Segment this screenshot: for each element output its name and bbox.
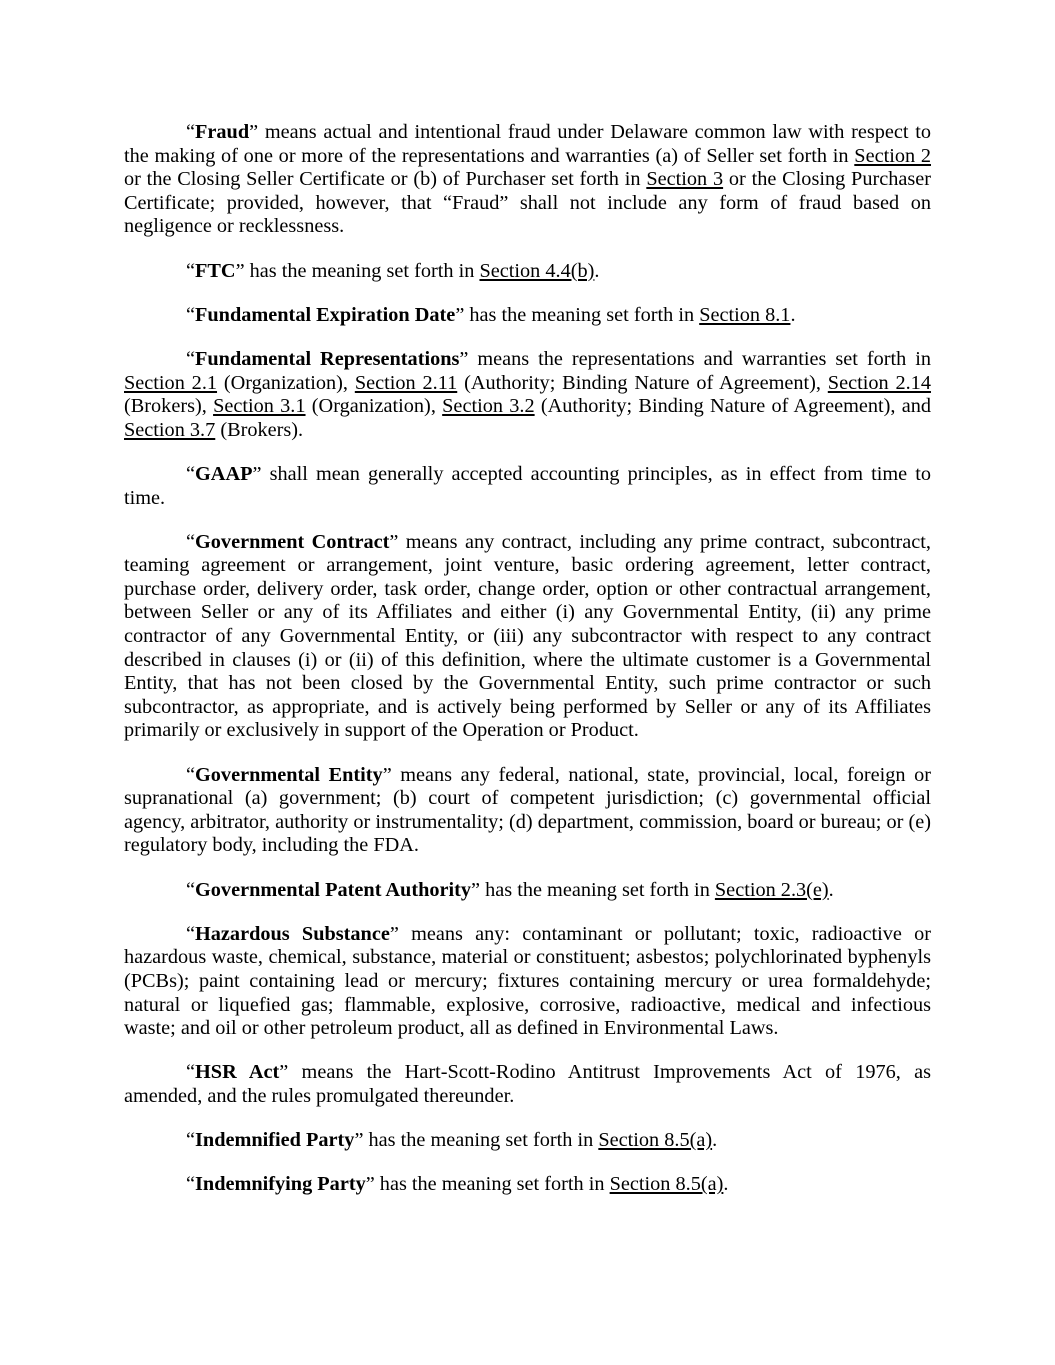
- defined-term: HSR Act: [195, 1061, 280, 1084]
- definition-fraud: [124, 121, 931, 239]
- definition-text: ” means the representations and warranties set forth in: [459, 347, 931, 370]
- defined-term: Indemnified Party: [195, 1129, 355, 1152]
- defined-term: Fundamental Expiration Date: [195, 303, 456, 326]
- definition-text: or the Closing Purchaser Certificate; provided, however, that “Fraud” shall not include any form of fraud based on negligence or recklessness.: [124, 168, 932, 238]
- definition-text: “: [186, 922, 196, 945]
- definition-text: ” has the meaning set forth in: [471, 878, 715, 901]
- definition-text: ” means any: contaminant or pollutant; toxic, radioactive or hazardous waste, chemical, substance, material or constituent; asbestos; polychlorinated byphenyls (PCBs); paint containing lead or mercury; fixtures containing mercury or urea formaldehyde; natural or liquefied gas; flammable, explosive, corrosive, radioactive, medical and infectious waste; and oil or other petroleum product, all as defined in Environmental Laws.: [124, 922, 931, 1040]
- definition-text: or the Closing Seller Certificate or (b) of Purchaser set forth in: [124, 168, 647, 191]
- definition-gaap: [124, 463, 931, 510]
- definition-text: “: [186, 462, 196, 485]
- definition-indemnifying-party: [124, 1173, 931, 1197]
- definition-text: (Authority; Binding Nature of Agreement),: [457, 371, 828, 394]
- definition-text: (Brokers).: [215, 418, 304, 441]
- defined-term: Fundamental Representations: [195, 347, 460, 370]
- definition-hazardous-substance: [124, 923, 931, 1041]
- section-reference-link[interactable]: Section 2.14: [827, 371, 931, 394]
- definition-text: ” has the meaning set forth in: [354, 1129, 599, 1152]
- definition-text: “: [186, 347, 196, 370]
- section-reference-link[interactable]: Section 3: [646, 168, 724, 191]
- definition-text: “: [186, 1061, 196, 1084]
- defined-term: FTC: [195, 259, 236, 282]
- definition-text: (Organization),: [217, 371, 355, 394]
- definition-text: “: [186, 763, 196, 786]
- section-reference-link[interactable]: Section 2.11: [354, 371, 458, 394]
- definition-text: ” has the meaning set forth in: [365, 1173, 610, 1196]
- defined-term: Hazardous Substance: [195, 922, 390, 945]
- defined-term: Fraud: [195, 121, 250, 143]
- section-reference-link[interactable]: Section 8.5(a): [609, 1173, 724, 1196]
- definition-indemnified-party: [124, 1129, 931, 1153]
- defined-term: Governmental Patent Authority: [195, 878, 472, 901]
- definition-text: ” means any federal, national, state, provincial, local, foreign or supranational (a) government; (b) court of competent jurisdiction; (c) governmental official agency, arbitrator, authority or instrumentality; (d) department, commission, board or bureau; or (e) regulatory body, including the FDA.: [124, 763, 931, 857]
- definition-text: (Brokers),: [124, 395, 214, 418]
- defined-term: Government Contract: [195, 530, 390, 553]
- definition-text: ” means the Hart-Scott-Rodino Antitrust Improvements Act of 1976, as amended, and the rules promulgated thereunder.: [124, 1061, 931, 1107]
- definition-text: ” has the meaning set forth in: [235, 259, 480, 282]
- definition-text: (Organization),: [305, 395, 443, 418]
- definition-text: .: [723, 1173, 729, 1196]
- definition-fundamental-representations: [124, 348, 931, 442]
- section-reference-link[interactable]: Section 2: [854, 144, 931, 167]
- section-reference-link[interactable]: Section 2.3(e): [714, 878, 829, 901]
- definition-governmental-entity: [124, 764, 931, 858]
- section-reference-link[interactable]: Section 8.1: [699, 303, 791, 326]
- definition-text: .: [790, 303, 796, 326]
- section-reference-link[interactable]: Section 2.1: [124, 371, 218, 394]
- definition-government-contract: [124, 531, 931, 743]
- definition-governmental-patent-authority: [124, 879, 931, 903]
- definition-text: (Authority; Binding Nature of Agreement), and: [534, 395, 932, 418]
- definition-fundamental-expiration-date: [124, 304, 931, 328]
- definition-text: “: [186, 121, 196, 143]
- definition-text: “: [186, 878, 196, 901]
- definition-ftc: [124, 260, 931, 284]
- definition-text: .: [828, 878, 834, 901]
- definition-text: ” shall mean generally accepted accounting principles, as in effect from time to time.: [124, 462, 931, 509]
- section-reference-link[interactable]: Section 3.2: [442, 395, 535, 418]
- document-page: [124, 121, 931, 1218]
- definition-text: .: [594, 259, 600, 282]
- definition-text: “: [186, 259, 196, 282]
- definition-text: .: [712, 1129, 718, 1152]
- definition-text: ” means any contract, including any prime contract, subcontract, teaming agreement or arrangement, joint venture, basic ordering agreement, letter contract, purchase order, delivery order, task order, change order, option or other contractual arrangement, between Seller or any of its Affiliates and either (i) any Governmental Entity, (ii) any prime contractor of any Governmental Entity, or (iii) any subcontractor with respect to any contract described in clauses (i) or (ii) of this definition, where the ultimate customer is a Governmental Entity, that has not been closed by the Governmental Entity, such prime contractor or such subcontractor, as appropriate, and is actively being performed by Seller or any of its Affiliates primarily or exclusively in support of the Operation or Product.: [124, 530, 931, 742]
- definition-text: “: [186, 1173, 196, 1196]
- definition-text: “: [186, 1129, 196, 1152]
- definition-text: ” means actual and intentional fraud under Delaware common law with respect to the making of one or more of the representations and warranties (a) of Seller set forth in: [124, 121, 931, 167]
- section-reference-link[interactable]: Section 3.1: [213, 395, 306, 418]
- section-reference-link[interactable]: Section 4.4(b): [479, 259, 595, 282]
- section-reference-link[interactable]: Section 8.5(a): [598, 1129, 713, 1152]
- definition-text: “: [186, 530, 196, 553]
- definition-hsr-act: [124, 1061, 931, 1108]
- defined-term: GAAP: [195, 462, 253, 485]
- definition-text: “: [186, 303, 196, 326]
- defined-term: Indemnifying Party: [195, 1173, 366, 1196]
- section-reference-link[interactable]: Section 3.7: [124, 418, 216, 441]
- defined-term: Governmental Entity: [195, 763, 383, 786]
- definition-text: ” has the meaning set forth in: [455, 303, 700, 326]
